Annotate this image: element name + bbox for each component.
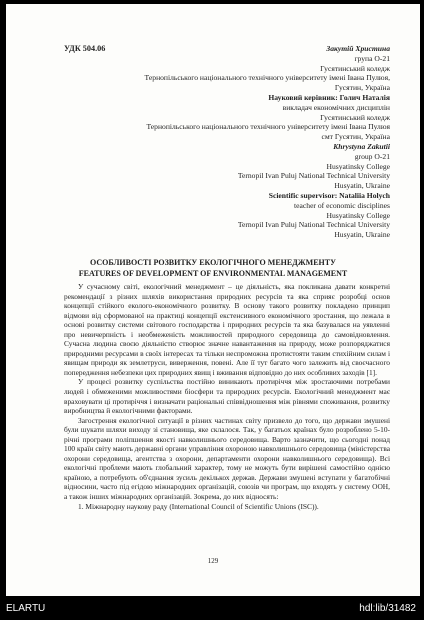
- paragraph: Загострення екологічної ситуації в різних частинах світу призвело до того, що держави змушені були шукати шляхи виходу зі становища, яке склалося. Так, у багатьох країнах було розроблено 5-10-річні програми поліпшення якості навколишнього середовища. Варто зазначити, що сьогодні понад 100 країн світу мають державні органи управління охороною навколишнього середовища (міністерства охорони середовища, агентства з охорони, департаменти охорони навколишнього середовища). Всі екологічні проблеми мають глобальний характер, тому не можуть бути вирішені самостійно однією країною, а потребують об'єднання зусиль декількох держав. Держави змушені вступати у багатобічні відносини, часто під егідою міжнародних організацій, союзів чи програм, що входять у систему ООН, а також інших міжнародних організацій. Зокрема, до них відносять:: [64, 415, 390, 502]
- udk-code: УДК 504.06: [64, 44, 106, 53]
- title-ua: ОСОБЛИВОСТІ РОЗВИТКУ ЕКОЛОГІЧНОГО МЕНЕДЖМЕНТУ: [90, 258, 336, 267]
- authors-en: [70, 142, 390, 240]
- document-page: [6, 4, 420, 596]
- article-body: [64, 282, 390, 511]
- author-block: [70, 44, 390, 240]
- author-line: group O-21: [354, 151, 390, 161]
- page-number: 129: [207, 557, 219, 565]
- author-line: смт Гусятин, Україна: [321, 132, 390, 142]
- author-line: Гусятинський коледж: [320, 112, 390, 122]
- paragraph: У процесі розвитку суспільства постійно виникають протиріччя між зростаючими потребами людей і обмеженими можливостями біосфери та природних ресурсів. Екологічний менеджмент має враховувати ці протиріччя і визначати раціональні співвідношення між рівнями споживання, розвитку виробництва й екологічними факторами.: [64, 377, 390, 416]
- author-line: Khrystyna Zakutii: [333, 141, 390, 151]
- repository-name: ELARTU: [6, 603, 46, 614]
- author-line: Ternopil Ivan Puluj National Technical University: [237, 171, 390, 181]
- handle-id: hdl:lib/31482: [359, 603, 416, 614]
- author-line: Ternopil Ivan Puluj National Technical University: [237, 220, 390, 230]
- article-title: [26, 258, 400, 279]
- authors-ua: [70, 44, 390, 142]
- author-line: Husyatin, Ukraine: [334, 230, 390, 240]
- author-line: Гусятинський коледж: [320, 63, 390, 73]
- author-line: Scientific supervisor: Nataliia Holych: [268, 190, 390, 200]
- author-line: Husyatinsky College: [326, 210, 390, 220]
- author-line: Гусятин, Україна: [334, 83, 390, 93]
- author-line: група О-21: [354, 53, 390, 63]
- author-line: Закутій Христина: [326, 44, 390, 53]
- footer-bar: [0, 598, 424, 620]
- list-item: 1. Міжнародну наукову раду (International Council of Scientific Unions (ISC)).: [78, 501, 319, 511]
- author-line: Науковий керівник: Голич Наталія: [268, 92, 390, 102]
- author-line: викладач економічних дисциплін: [282, 102, 390, 112]
- author-line: Husyatinsky College: [326, 161, 390, 171]
- author-line: Husyatin, Ukraine: [334, 181, 390, 191]
- title-en: FEATURES OF DEVELOPMENT OF ENVIRONMENTAL MANAGEMENT: [78, 268, 348, 278]
- author-line: teacher of economic disciplines: [294, 200, 390, 210]
- author-line: Тернопільського національного технічного університету імені Івана Пулюя,: [144, 73, 390, 83]
- author-line: Тернопільського національного технічного університету імені Івана Пулюя: [146, 122, 390, 132]
- paragraph: У сучасному світі, екологічний менеджмент – це діяльність, яка покликана давати конкретні рекомендації з різних шляхів використання природних ресурсів та яка сприяє розробці основ концепції стійкого еколого-економічного розвитку. В основу такого розвитку покладено принцип відмови від сформованої на практиці концепції екстенсивного економічного зростання, що лежала в основі розвитку системи світового господарства і природних ресурсів та яка базувалася на уявленні про невичерпність і необмеженість можливостей природного середовища до самовідновлення. Сучасна людина своєю діяльністю створює значне навантаження на природу, може розпоряджатися природними ресурсами в своїх інтересах та тільки неспроможна протистояти таким стихійним силам і явищам природи як землетруси, виверження, повені. Але її тут багато чого залежить від своєчасного попередження небезпеки цих природних явищ і вживання відповідно до них особливих заходів [1].: [64, 282, 390, 377]
